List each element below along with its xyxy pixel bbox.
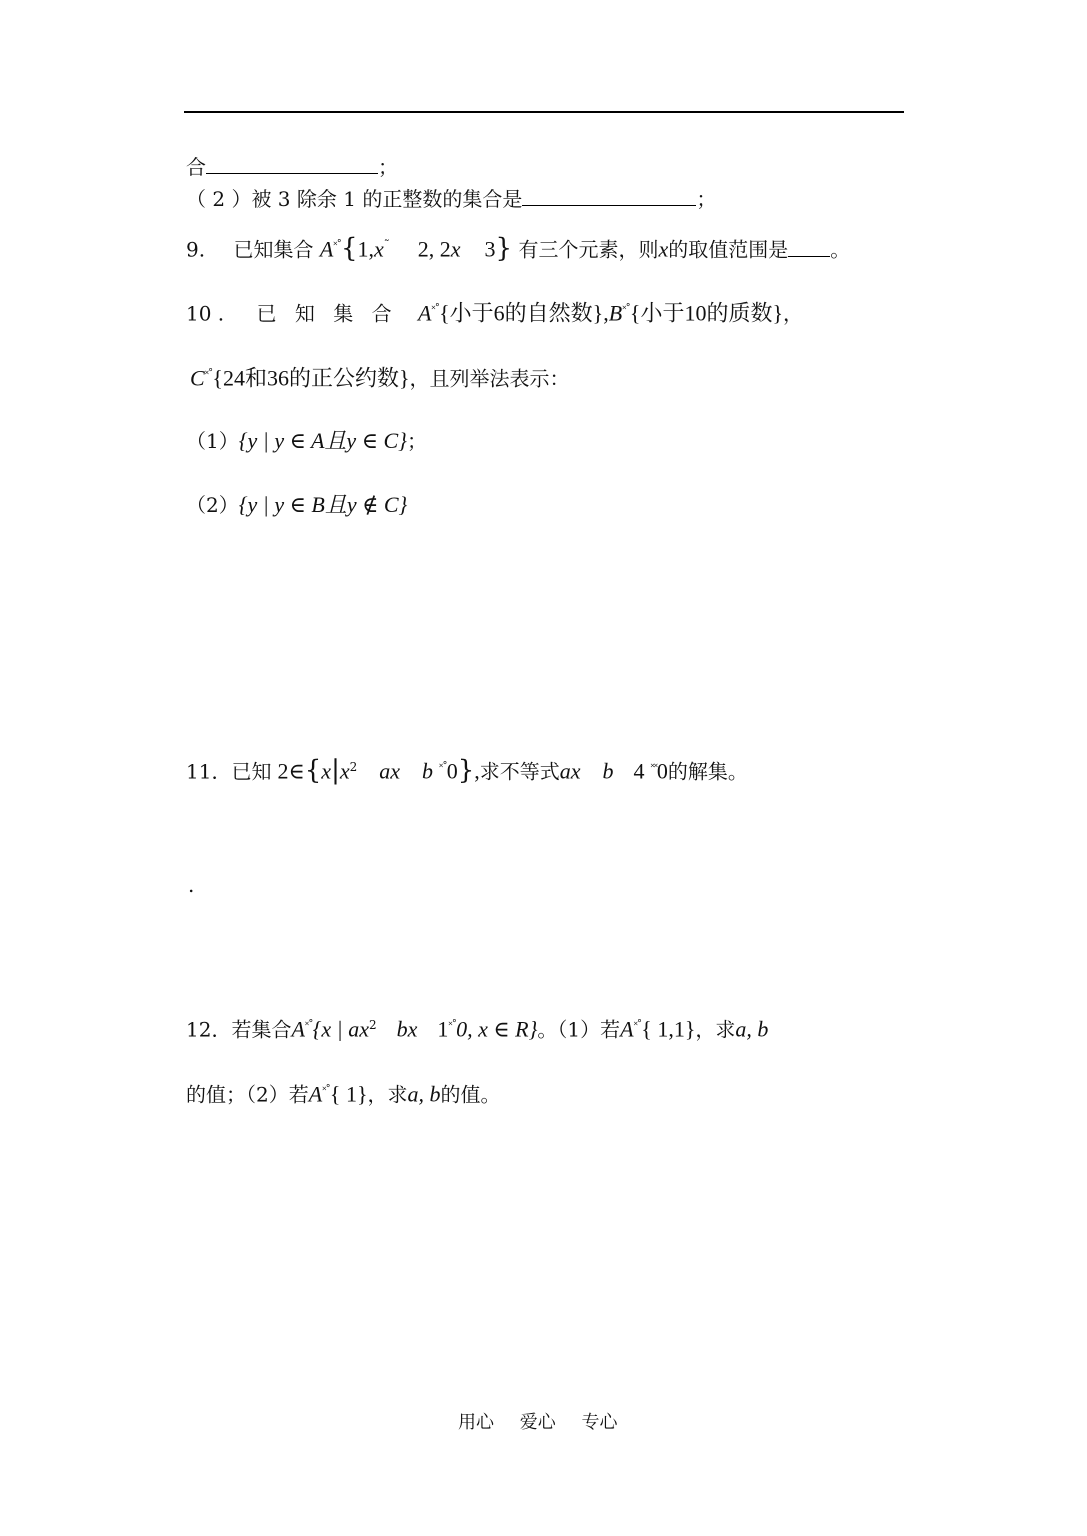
q11-ax2: ax [559, 758, 581, 784]
q10-set-C: {24和36的正公约数} [212, 365, 410, 391]
q9-eq-glyph: ˟˚ [333, 239, 341, 252]
q10-A: A [417, 300, 432, 326]
q10-C: C [190, 365, 205, 391]
q11-bar: | [331, 755, 340, 786]
q11-b2: b [602, 758, 614, 784]
question-10 [186, 297, 803, 327]
q11-eq-glyph-2: ˟˟ [650, 761, 657, 774]
q10-comma2: ， [783, 301, 804, 326]
answer-blank[interactable] [206, 155, 378, 174]
q8-end: ； [378, 155, 398, 179]
q12-A3: A [308, 1081, 323, 1107]
q10-B: B [608, 300, 623, 326]
q12-tail: 0, x ∈ R} [456, 1016, 538, 1042]
q9-var-x: x [374, 236, 384, 262]
q10-comma: , [603, 300, 609, 326]
q12-ab: a, b [735, 1016, 769, 1042]
q12-A: A [291, 1016, 305, 1042]
q10-pre: 已 知 集 合 [256, 301, 398, 326]
q11-b: b [422, 758, 433, 784]
q8-line-1 [186, 154, 398, 180]
q11-in: ∈ [288, 758, 305, 784]
q12-A2: A [620, 1016, 634, 1042]
q9-var: x [658, 236, 669, 262]
q12-one: 1 [437, 1016, 449, 1042]
q11-comma: , [474, 758, 480, 784]
q11-brace-open: { [304, 755, 322, 786]
q9-element-1: 1, [357, 236, 375, 262]
question-9 [186, 232, 850, 263]
q11-number: 11． [186, 759, 232, 784]
q10-eq-glyph-2: ˟˚ [622, 303, 630, 316]
page-footer: 用心 爱心 专心 [458, 1412, 618, 1433]
q11-brace-close: } [457, 755, 475, 786]
q11-x: x [321, 758, 332, 784]
q10-p1-expr: {y | y ∈ A且y ∈ C} [238, 428, 407, 453]
q9-tilde: ˜ [383, 238, 390, 252]
q10-p1-label: （1） [186, 429, 239, 453]
q9-post2: 的取值范围是 [668, 237, 789, 262]
q12-bx: bx [396, 1016, 418, 1042]
q12-set3: { 1} [329, 1081, 368, 1107]
q11-mid: 求不等式 [479, 759, 560, 784]
q10-eq-glyph-1: ˟˚ [431, 303, 440, 316]
q11-zero: 0 [446, 758, 458, 784]
q9-brace-close: } [495, 233, 513, 264]
header-rule [184, 111, 904, 113]
q8-line-2 [186, 186, 716, 212]
answer-blank[interactable] [522, 187, 696, 206]
question-10-line-2 [190, 362, 570, 392]
q12-ask: ，求 [695, 1017, 736, 1042]
q10-set-A: {小于6的自然数} [439, 300, 604, 326]
q10-number: 10 . [186, 301, 225, 326]
q9-element-3: 3 [484, 236, 496, 262]
q10-p1-end: ； [406, 429, 427, 453]
q9-brace-open: { [340, 233, 358, 264]
q10-part-1 [186, 428, 427, 454]
q12-pre: 若集合 [231, 1017, 292, 1042]
q12-sup: 2 [368, 1018, 377, 1032]
q8-lead: 合 [186, 155, 206, 179]
q11-ax: ax [379, 758, 400, 784]
q12-eq-glyph-4: ˟˚ [322, 1084, 330, 1097]
q11-zero2: 0 [656, 758, 668, 784]
q10-set-B: {小于10的质数} [629, 300, 784, 326]
q11-four: 4 [633, 758, 645, 784]
q9-var-x2: x [450, 236, 461, 262]
q12-number: 12． [186, 1017, 232, 1042]
q12-set: {x | ax [312, 1016, 369, 1042]
q11-two: 2 [277, 758, 289, 784]
q11-sup: 2 [349, 760, 358, 774]
q10-p2-label: （2） [186, 493, 239, 517]
q12-eq-glyph-2: ˟˚ [448, 1019, 457, 1032]
q10-part-2 [186, 492, 407, 518]
q9-end: 。 [830, 237, 851, 262]
q10-eq-glyph-3: ˟˚ [204, 368, 213, 381]
q8-part2-text: （ 2 ）被 3 除余 1 的正整数的集合是 [186, 187, 523, 211]
answer-blank[interactable] [788, 238, 830, 257]
q12-eq-glyph-3: ˟˚ [633, 1019, 642, 1032]
q8-part2-end: ； [696, 187, 717, 211]
q9-A: A [319, 236, 334, 262]
q12-ask2: ，求 [367, 1082, 408, 1107]
q11-x2: x [339, 758, 350, 784]
q10-p2-expr: {y | y ∈ B且y ∉ C} [238, 492, 408, 517]
q9-number: 9. [186, 237, 206, 262]
q12-p1: 。（1）若 [537, 1017, 621, 1042]
q12-end: 的值。 [440, 1082, 501, 1107]
question-11 [186, 754, 748, 785]
q12-eq-glyph: ˟˚ [304, 1019, 313, 1032]
question-12-line-2 [186, 1078, 501, 1108]
q9-element-2: 2, 2 [417, 236, 451, 262]
q11-pre: 已知 [231, 759, 272, 784]
q11-post: 的解集。 [667, 759, 748, 784]
stray-dot: . [188, 873, 195, 897]
q11-eq-glyph: ˟˚ [439, 761, 447, 774]
q12-set2: { 1,1} [641, 1016, 696, 1042]
q12-ab2: a, b [407, 1081, 441, 1107]
q10-post: ，且列举法表示： [409, 366, 570, 391]
q9-pre: 已知集合 [233, 237, 314, 262]
question-12 [186, 1012, 768, 1043]
q12-line2-pre: 的值；（2）若 [186, 1082, 309, 1107]
q9-post: 有三个元素，则 [518, 237, 659, 262]
